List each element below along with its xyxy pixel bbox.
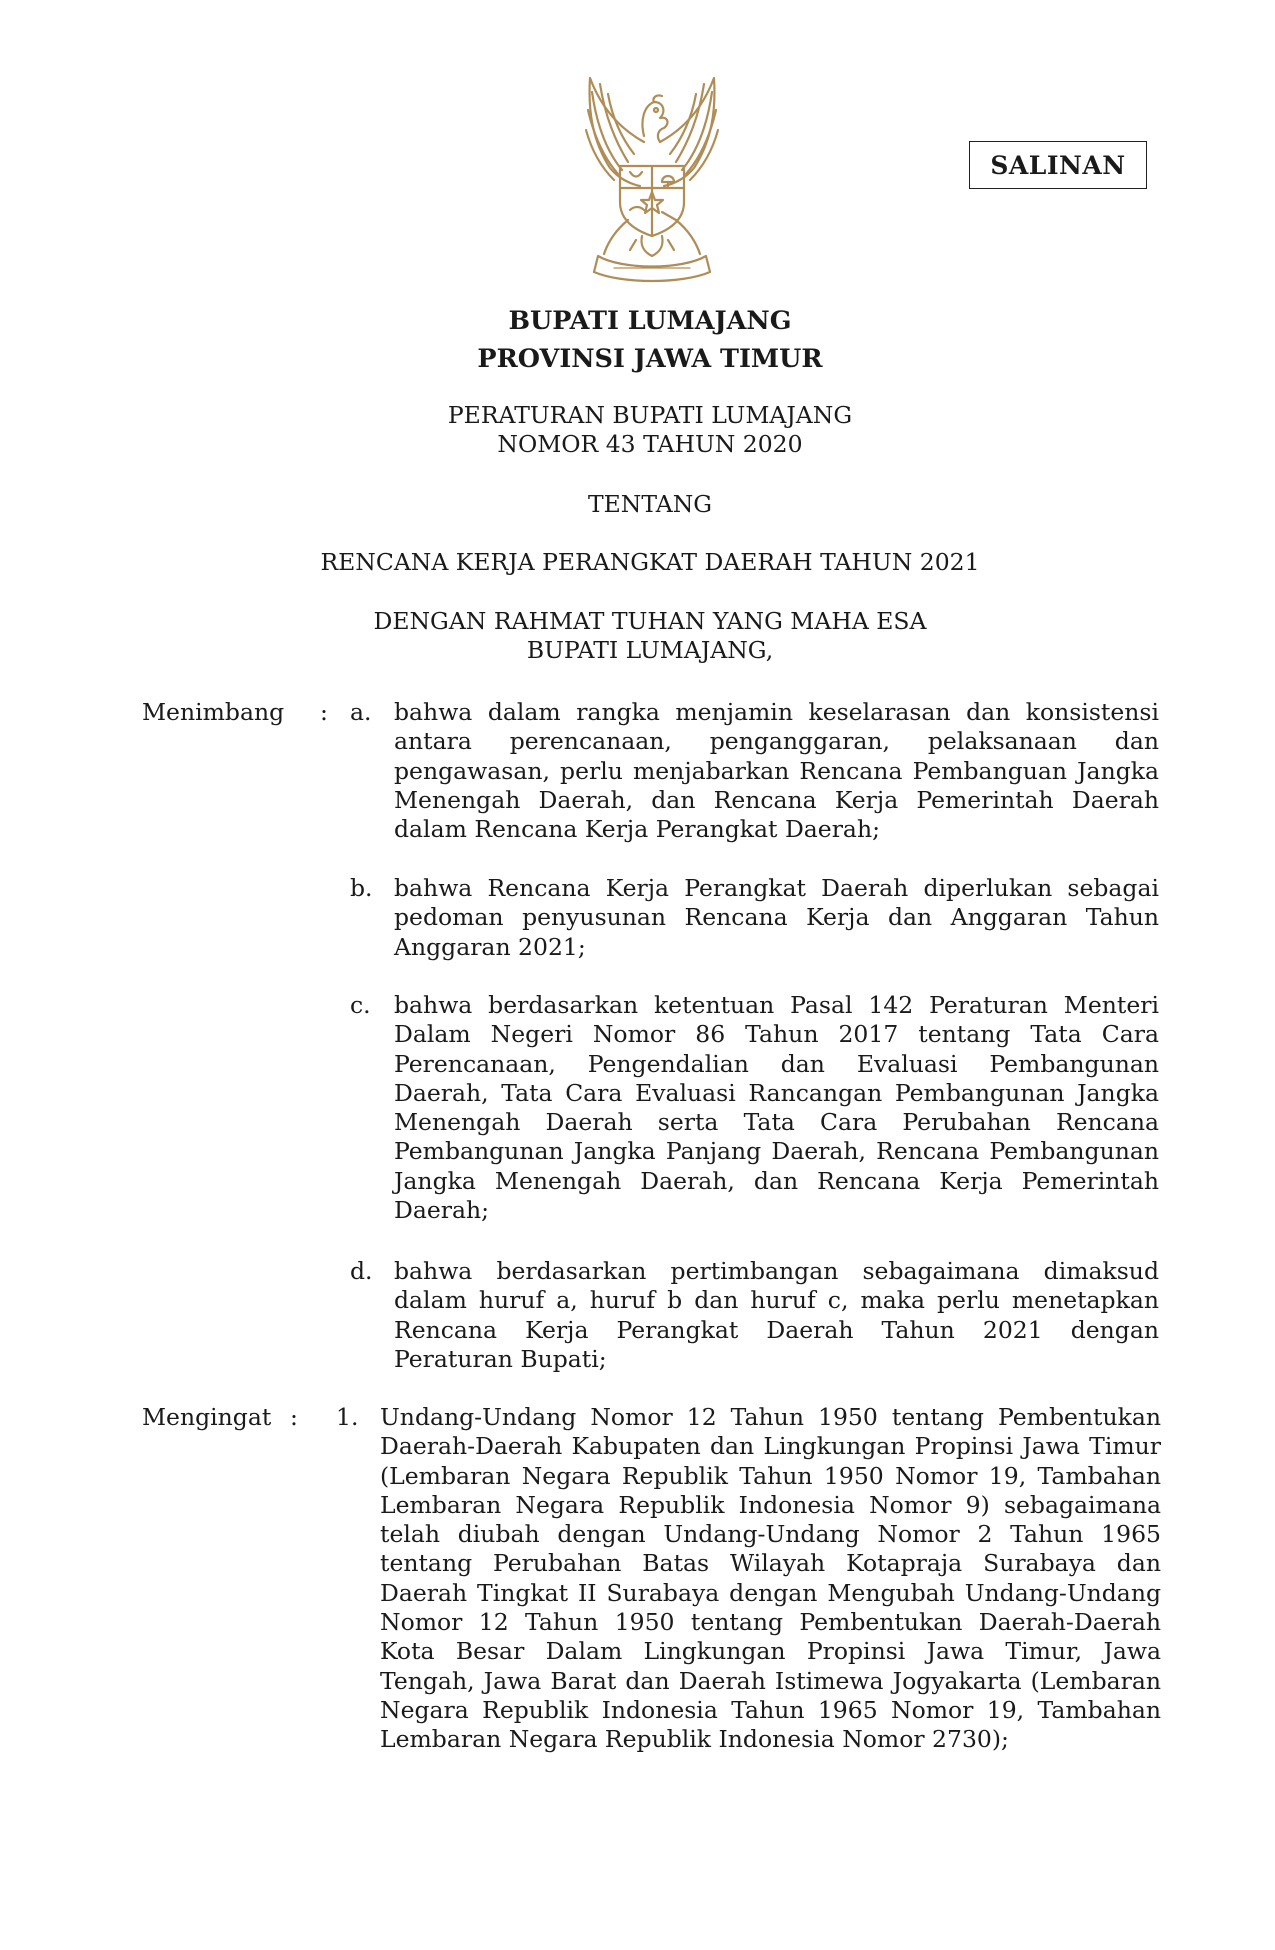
menimbang-item-d-mark: d. bbox=[350, 1257, 373, 1285]
about-heading: TENTANG bbox=[587, 490, 713, 518]
authority-line-1: BUPATI LUMAJANG bbox=[508, 306, 792, 336]
preamble-line-1: DENGAN RAHMAT TUHAN YANG MAHA ESA bbox=[373, 607, 927, 635]
preamble-line-2: BUPATI LUMAJANG, bbox=[526, 636, 774, 664]
mengingat-label: Mengingat bbox=[142, 1403, 272, 1431]
menimbang-item-a-mark: a. bbox=[350, 698, 372, 726]
menimbang-item-d: bahwa berdasarkan pertimbangan sebagaimana dimaksud dalam huruf a, huruf b dan huruf c, maka perlu menetapkan Rencana Kerja Perangkat Daerah Tahun 2021 dengan Peraturan Bupati; bbox=[394, 1257, 1159, 1373]
authority-line-2: PROVINSI JAWA TIMUR bbox=[477, 344, 823, 374]
preamble bbox=[0, 607, 1275, 665]
mengingat-item-1: Undang-Undang Nomor 12 Tahun 1950 tentang Pembentukan Daerah-Daerah Kabupaten dan Lingkungan Propinsi Jawa Timur (Lembaran Negara Republik Tahun 1950 Nomor 19, Tambahan Lembaran Negara Republik Indonesia Nomor 9) sebagaimana telah diubah dengan Undang-Undang Nomor 2 Tahun 1965 tentang Perubahan Batas Wilayah Kotapraja Surabaya dan Daerah Tingkat II Surabaya dengan Mengubah Undang-Undang Nomor 12 Tahun 1950 tentang Pembentukan Daerah-Daerah Kota Besar Dalam Lingkungan Propinsi Jawa Timur, Jawa Tengah, Jawa Barat dan Daerah Istimewa Jogyakarta (Lembaran Negara Republik Indonesia Tahun 1965 Nomor 19, Tambahan Lembaran Negara Republik Indonesia Nomor 2730); bbox=[380, 1403, 1161, 1754]
document-authority bbox=[0, 302, 1275, 378]
menimbang-item-a: bahwa dalam rangka menjamin keselarasan dan konsistensi antara perencanaan, penganggaran, pelaksanaan dan pengawasan, perlu menjabarkan Rencana Pembanguan Jangka Menengah Daerah, dan Rencana Kerja Pemerintah Daerah dalam Rencana Kerja Perangkat Daerah; bbox=[394, 698, 1159, 844]
mengingat-colon: : bbox=[290, 1403, 298, 1431]
regulation-line-1: PERATURAN BUPATI LUMAJANG bbox=[447, 401, 853, 429]
menimbang-label: Menimbang bbox=[142, 698, 285, 726]
menimbang-colon: : bbox=[320, 698, 328, 726]
menimbang-item-b-mark: b. bbox=[350, 874, 373, 902]
regulation-line-2: NOMOR 43 TAHUN 2020 bbox=[497, 430, 803, 458]
menimbang-item-c-mark: c. bbox=[350, 991, 371, 1019]
menimbang-item-b: bahwa Rencana Kerja Perangkat Daerah diperlukan sebagai pedoman penyusunan Rencana Kerja dan Anggaran Tahun Anggaran 2021; bbox=[394, 874, 1159, 961]
regulation-subject: RENCANA KERJA PERANGKAT DAERAH TAHUN 2021 bbox=[320, 548, 980, 576]
salinan-stamp: SALINAN bbox=[969, 141, 1147, 189]
mengingat-item-1-mark: 1. bbox=[336, 1403, 359, 1431]
garuda-emblem-icon bbox=[552, 70, 752, 288]
menimbang-item-c: bahwa berdasarkan ketentuan Pasal 142 Peraturan Menteri Dalam Negeri Nomor 86 Tahun 2017 tentang Tata Cara Perencanaan, Pengendalian dan Evaluasi Pembangunan Daerah, Tata Cara Evaluasi Rancangan Pembangunan Jangka Menengah Daerah serta Tata Cara Perubahan Rencana Pembangunan Jangka Panjang Daerah, Rencana Pembangunan Jangka Menengah Daerah, dan Rencana Kerja Pemerintah Daerah; bbox=[394, 991, 1159, 1225]
regulation-heading bbox=[0, 401, 1275, 459]
